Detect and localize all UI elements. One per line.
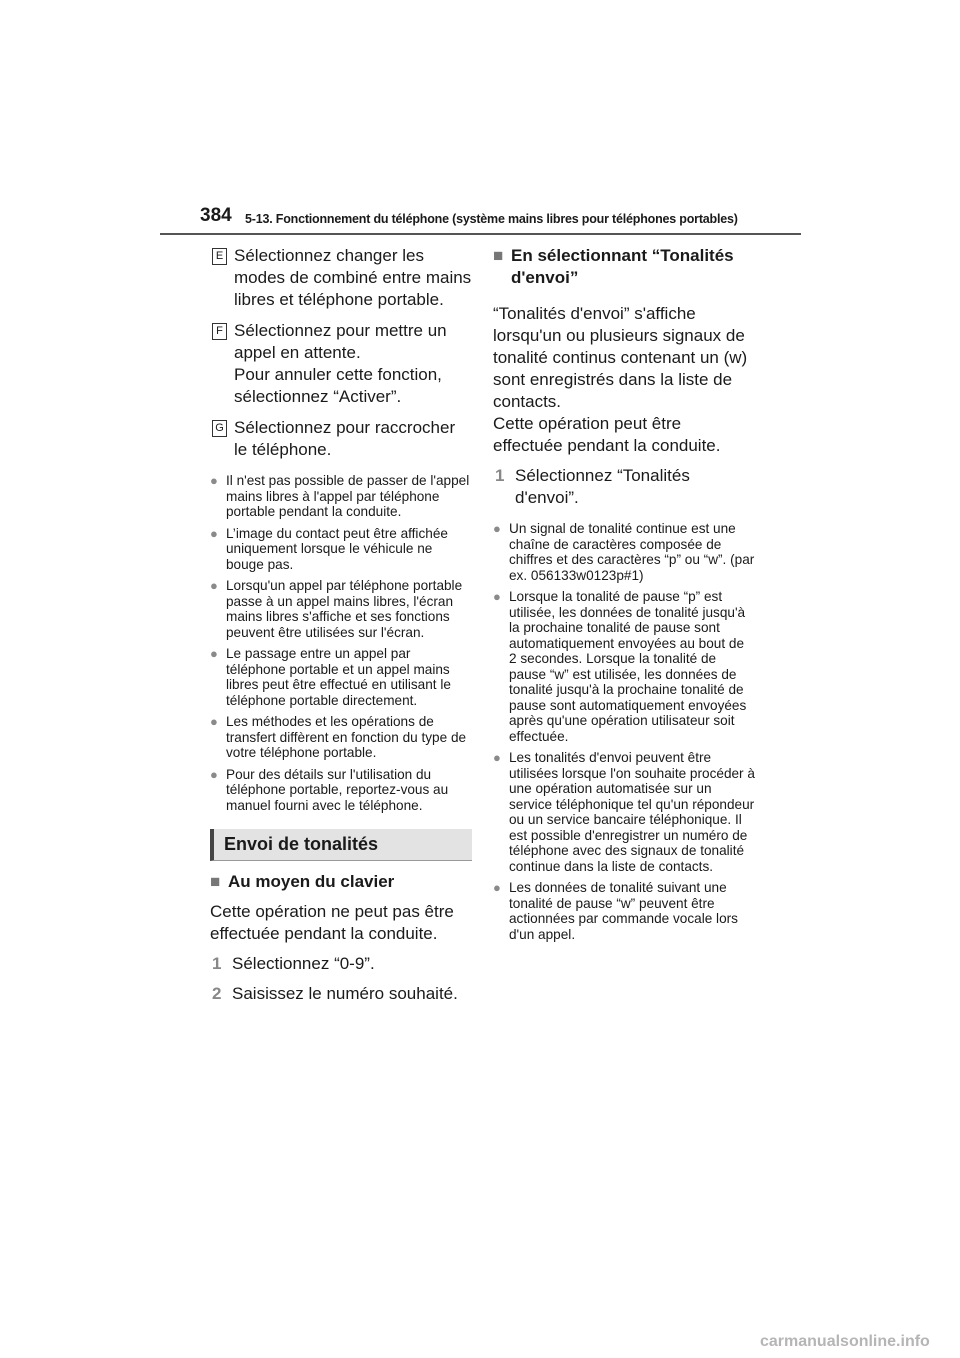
item-g-text: Sélectionnez pour raccrocher le téléphone. [234, 418, 456, 459]
item-f-text: Sélectionnez pour mettre un appel en attente. [234, 321, 447, 362]
step-1 [493, 465, 755, 509]
step-1 [210, 953, 472, 975]
bullet-dot-icon: ● [210, 525, 218, 541]
paragraph: “Tonalités d'envoi” s'affiche lorsqu'un ou plusieurs signaux de tonalité continus contenant un (w) sont enregistrés dans la liste de contacts. [493, 304, 748, 411]
note-bullet [210, 473, 472, 520]
bullet-dot-icon: ● [210, 766, 218, 782]
item-f-text2: Pour annuler cette fonction, sélectionnez “Activer”. [234, 365, 442, 406]
step-text: Sélectionnez “0-9”. [232, 954, 375, 973]
section-title: Envoi de tonalités [224, 834, 379, 854]
square-bullet-icon: ■ [210, 872, 221, 891]
note-bullet [210, 646, 472, 708]
note-bullet [493, 521, 755, 583]
note-bullet [493, 880, 755, 942]
badge-g: G [212, 420, 227, 437]
step-number: 1 [495, 466, 505, 485]
note-text: Il n'est pas possible de passer de l'appel mains libres à l'appel par téléphone portable pendant la conduite. [226, 473, 470, 519]
bullet-dot-icon: ● [210, 473, 218, 488]
bullet-dot-icon: ● [210, 714, 218, 729]
subheading-text: Au moyen du clavier [228, 872, 395, 891]
bullet-dot-icon: ● [493, 589, 501, 604]
right-column [493, 245, 755, 948]
subheading-keypad [210, 871, 472, 893]
header-rule [160, 233, 801, 235]
bullet-dot-icon: ● [210, 646, 218, 661]
item-f [210, 320, 472, 408]
chapter-title: 5-13. Fonctionnement du téléphone (système mains libres pour téléphones portables) [245, 212, 738, 226]
step-text: Saisissez le numéro souhaité. [232, 984, 458, 1003]
paragraph: Cette opération peut être effectuée pendant la conduite. [493, 414, 721, 455]
subheading-text: En sélectionnant “Tonalités d'envoi” [511, 246, 734, 287]
step-2 [210, 983, 472, 1005]
note-bullet [493, 589, 755, 744]
note-bullet [210, 714, 472, 761]
step-text: Sélectionnez “Tonalités d'envoi”. [515, 466, 690, 507]
note-text: Le passage entre un appel par téléphone portable et un appel mains libres peut être effectué en utilisant le téléphone portable directement. [226, 646, 451, 708]
section-heading [210, 829, 472, 861]
paragraph: Cette opération ne peut pas être effectuée pendant la conduite. [210, 902, 454, 943]
subheading-tones [493, 245, 755, 289]
note-bullet [493, 750, 755, 874]
note-bullet [210, 578, 472, 640]
step-number: 2 [212, 984, 222, 1003]
page-number: 384 [200, 205, 232, 226]
item-e-text: Sélectionnez changer les modes de combiné entre mains libres et téléphone portable. [234, 246, 472, 309]
badge-f: F [212, 323, 227, 340]
bullet-dot-icon: ● [493, 521, 501, 536]
step-number: 1 [212, 954, 222, 973]
note-text: Un signal de tonalité continue est une chaîne de caractères composée de chiffres et des caractères “p” ou “w”. (par ex. 056133w0123p#1) [509, 521, 755, 583]
left-column [210, 245, 472, 1013]
item-e [210, 245, 472, 311]
page-header [200, 205, 800, 235]
item-g [210, 417, 472, 461]
note-text: Les méthodes et les opérations de transfert diffèrent en fonction du type de votre téléphone portable. [226, 714, 467, 760]
note-text: Les données de tonalité suivant une tonalité de pause “w” peuvent être actionnées par commande vocale lors d'un appel. [509, 880, 738, 942]
note-bullet [210, 767, 472, 814]
note-text: Lorsque la tonalité de pause “p” est utilisée, les données de tonalité jusqu'à la prochaine tonalité de pause sont automatiquement envoyées au bout de 2 secondes. Lorsque la tonalité de pause “w” est utilisée, les données de tonalité jusqu'à la prochaine tonalité de pause sont automatiquement envoyées après qu'une opération utilisateur soit effectuée. [509, 589, 747, 744]
square-bullet-icon: ■ [493, 246, 504, 265]
watermark: carmanualsonline.info [760, 1333, 930, 1350]
note-text: Pour des détails sur l'utilisation du téléphone portable, reportez-vous au manuel fourni avec le téléphone. [226, 766, 449, 813]
note-text: Lorsqu'un appel par téléphone portable passe à un appel mains libres, l'écran mains libres s'affiche et ses fonctions peuvent être utilisées sur l'écran. [226, 578, 463, 640]
bullet-dot-icon: ● [210, 578, 218, 593]
note-bullet [210, 526, 472, 573]
note-text: L’image du contact peut être affichée uniquement lorsque le véhicule ne bouge pas. [226, 525, 448, 572]
bullet-dot-icon: ● [493, 880, 501, 895]
note-text: Les tonalités d'envoi peuvent être utilisées lorsque l'on souhaite procéder à une opération automatisée sur un service téléphonique tel qu'un répondeur ou un service bancaire téléphonique. Il est possible d'enregistrer un numéro de téléphone avec des signaux de tonalité continue dans la liste de contacts. [509, 750, 755, 874]
bullet-dot-icon: ● [493, 750, 501, 765]
badge-e: E [212, 248, 227, 265]
